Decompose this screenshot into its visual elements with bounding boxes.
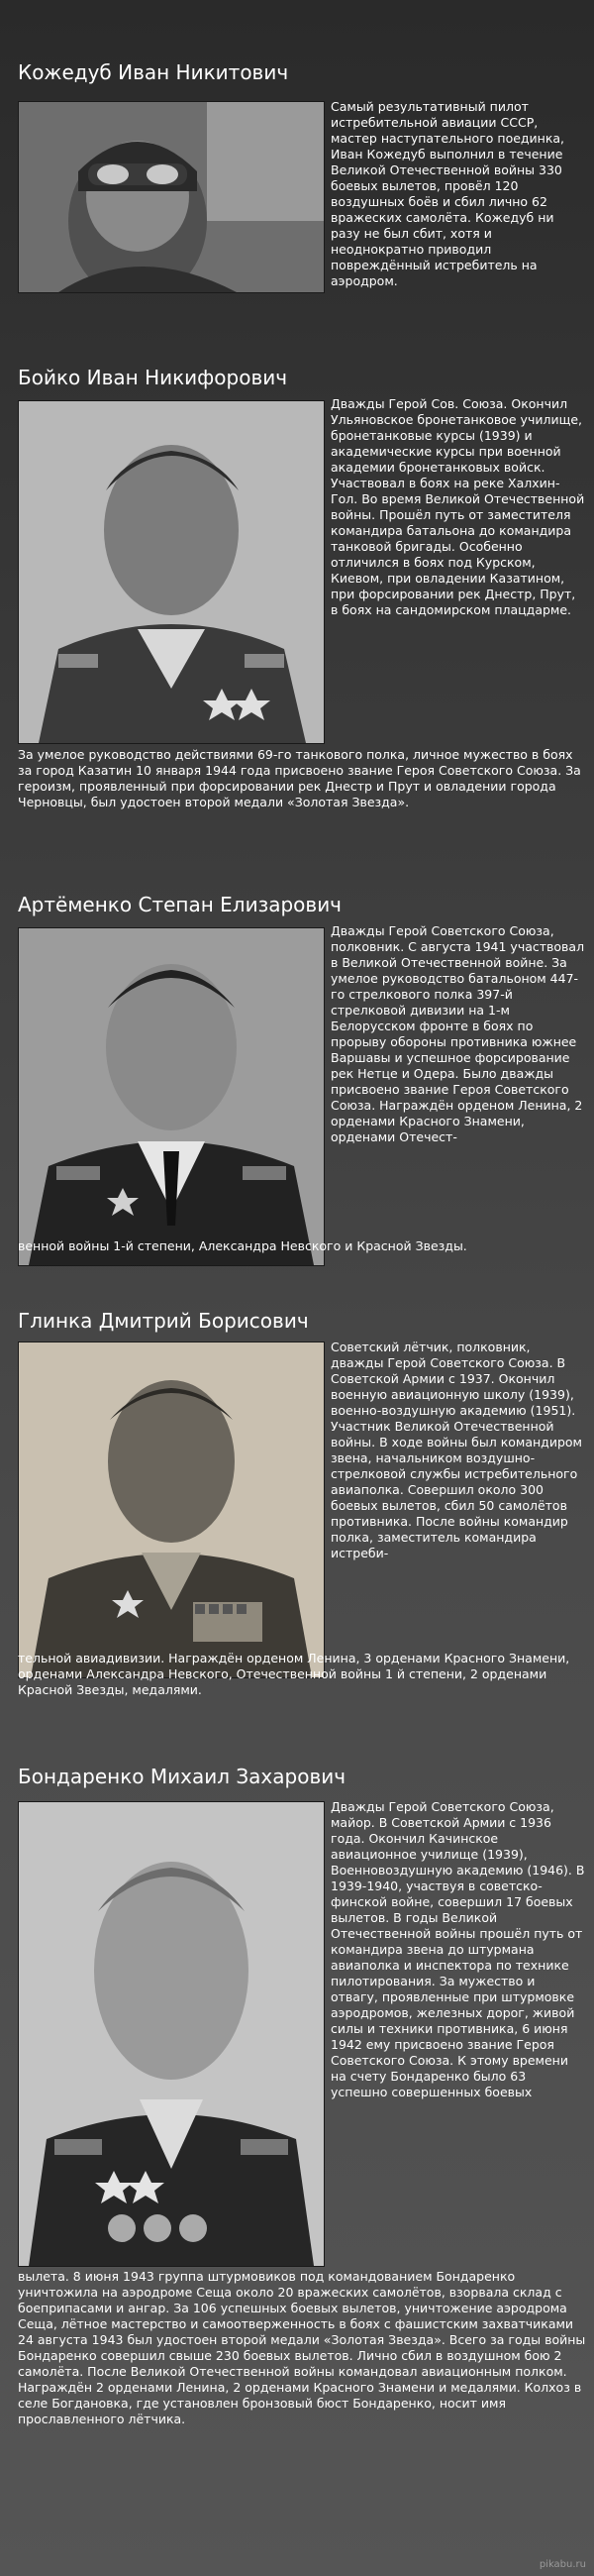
hero-bio-continued: За умелое руководство действиями 69-го танкового полка, личное мужество в боях за город Казатин 10 января 1944 года присвоено звание Героя Советского Союза. За героизм, проявленный при форсировании рек Днестр и Прут и овладении города Черновцы, был удостоен второй медали «Золотая Звезда». [18,747,581,809]
watermark: pikabu.ru [539,2559,586,2570]
hero-section-bondarenko [0,1764,594,2556]
hero-bio: Советский лётчик, полковник, дважды Герой Советского Союза. В Советской Армии с 1937. Окончил военную авиационную школу (1939), военно-воздушную академию (1951). Участник Великой Отечественной войны. В ходе войны был командиром звена, начальником воздушно-стрелковой службы истребительного авиаполка. Совершил около 300 боевых вылетов, сбил 50 самолётов противника. После войны командир полка, заместитель командира истреби- [331,1340,582,1560]
hero-name: Глинка Дмитрий Борисович [18,1309,309,1333]
hero-section-glinka [0,1308,594,1754]
hero-portrait-photo [18,927,325,1266]
hero-bio: Дважды Герой Сов. Союза. Окончил Ульяновское бронетанковое училище, бронетанковые курсы (1939) и академические курсы при военной академии бронетанковых войск. Участвовал в боях на реке Халхин-Гол. Во время Великой Отечественной войны. Прошёл путь от заместителя командира батальона до командира танковой бригады. Особенно отличился в боях под Курском, Киевом, при овладении Казатином, при форсировании рек Днестр, Прут, в боях на сандомирском плацдарме. [331,396,585,617]
hero-section-boyko [0,365,594,880]
hero-bio-continued: вылета. 8 июня 1943 группа штурмовиков под командованием Бондаренко уничтожила на аэродроме Сеща около 20 вражеских самолётов, взорвала склад с боеприпасами и ангар. За 106 успешных боевых вылетов, уничтожение аэродрома Сеща, лётное мастерство и самоотверженность в боях с фашистским захватчиками 24 августа 1943 был удостоен второй медали «Золотая Звезда». Всего за годы войны Бондаренко совершил свыше 230 боевых вылетов. Лично сбил в воздушном бою 2 самолёта. После Великой Отечественной войны командовал авиационным полком. Награждён 2 орденами Ленина, 2 орденами Красного Знамени и медалями. Колхоз в селе Богдановка, где установлен бронзовый бюст Бондаренко, носит имя прославленного лётчика. [18,2269,586,2426]
hero-bio: Самый результативный пилот истребительной авиации СССР, мастер наступательного поединка, Иван Кожедуб выполнил в течение Великой Отечественной войны 330 боевых вылетов, провёл 120 воздушных боёв и сбил лично 62 вражеских самолёта. Кожедуб ни разу не был сбит, хотя и неоднократно приводил повреждённый истребитель на аэродром. [331,99,565,288]
hero-bio: Дважды Герой Советского Союза, полковник. С августа 1941 участвовал в Великой Отечественной войне. За умелое руководство батальоном 447-го стрелкового полка 397-й стрелковой дивизии на 1-м Белорусском фронте в боях по прорыву обороны противника южнее Варшавы и успешное форсирование рек Нетце и Одера. Было дважды присвоено звание Героя Советского Союза. Награждён орденом Ленина, 2 орденами Красного Знамени, орденами Отечест- [331,923,585,1144]
hero-name: Артёменко Степан Елизарович [18,893,343,916]
hero-name: Бойко Иван Никифорович [18,366,288,389]
hero-name: Кожедуб Иван Никитович [18,60,289,84]
hero-section-artemenko [0,892,594,1318]
hero-portrait-photo [18,1342,325,1678]
hero-bio-continued: венной войны 1-й степени, Александра Невского и Красной Звезды. [18,1238,467,1253]
hero-bio: Дважды Герой Советского Союза, майор. В Советской Армии с 1936 года. Окончил Качинское авиационное училище (1939), Военновоздушную академию (1946). В 1939-1940, участвуя в советско-финской войне, совершил 17 боевых вылетов. В годы Великой Отечественной войны прошёл путь от командира звена до штурмана авиаполка и инспектора по технике пилотирования. За мужество и отвагу, проявленные при штурмовке аэродромов, железных дорог, живой силы и техники противника, 6 июня 1942 ему присвоено звание Героя Советского Союза. К этому времени на счету Бондаренко было 63 успешно совершенных боевых [331,1799,585,2099]
hero-portrait-photo [18,400,325,744]
hero-bio-continued: тельной авиадивизии. Награждён орденом Ленина, 3 орденами Красного Знамени, орденами Александра Невского, Отечественной войны 1 й степени, 2 орденами Красной Звезды, медалями. [18,1651,570,1697]
hero-section-kozhedub [0,59,594,357]
hero-portrait-photo [18,101,325,293]
hero-name: Бондаренко Михаил Захарович [18,1765,346,1788]
hero-portrait-photo [18,1801,325,2267]
